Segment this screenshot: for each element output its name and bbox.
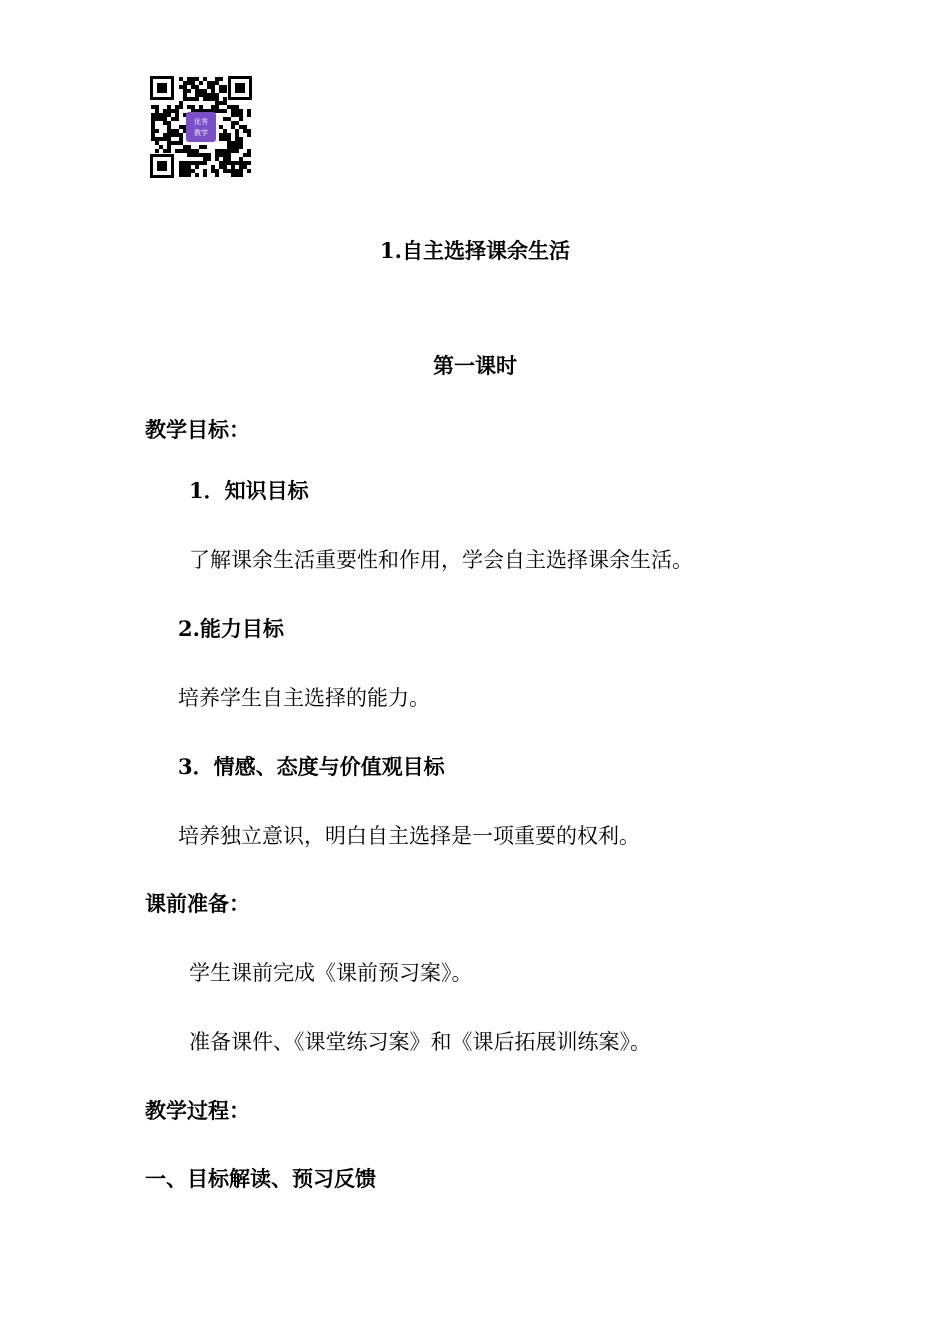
- qr-badge: [186, 112, 216, 142]
- process-heading: 教学过程：: [145, 1098, 250, 1123]
- preparation-item-2: 准备课件、《课堂练习案》和《课后拓展训练案》。: [189, 1030, 651, 1054]
- lesson-heading: 第一课时: [433, 353, 517, 378]
- process-step-1: 一、目标解读、预习反馈: [145, 1166, 376, 1191]
- document-title: 1.自主选择课余生活: [380, 238, 570, 263]
- objectives-heading: 教学目标：: [145, 417, 250, 442]
- qr-code: [150, 76, 252, 178]
- ability-objective-text: 培养学生自主选择的能力。: [178, 686, 430, 710]
- emotion-objective-heading: 3．情感、态度与价值观目标: [178, 754, 445, 779]
- knowledge-objective-heading: 1．知识目标: [189, 478, 309, 503]
- qr-badge-line1: 优秀: [194, 118, 208, 126]
- qr-badge-line2: 教学: [194, 129, 208, 137]
- preparation-heading: 课前准备：: [145, 891, 250, 916]
- knowledge-objective-text: 了解课余生活重要性和作用，学会自主选择课余生活。: [189, 548, 693, 572]
- emotion-objective-text: 培养独立意识，明白自主选择是一项重要的权利。: [178, 824, 640, 848]
- ability-objective-heading: 2.能力目标: [178, 616, 284, 641]
- preparation-item-1: 学生课前完成《课前预习案》。: [189, 961, 473, 985]
